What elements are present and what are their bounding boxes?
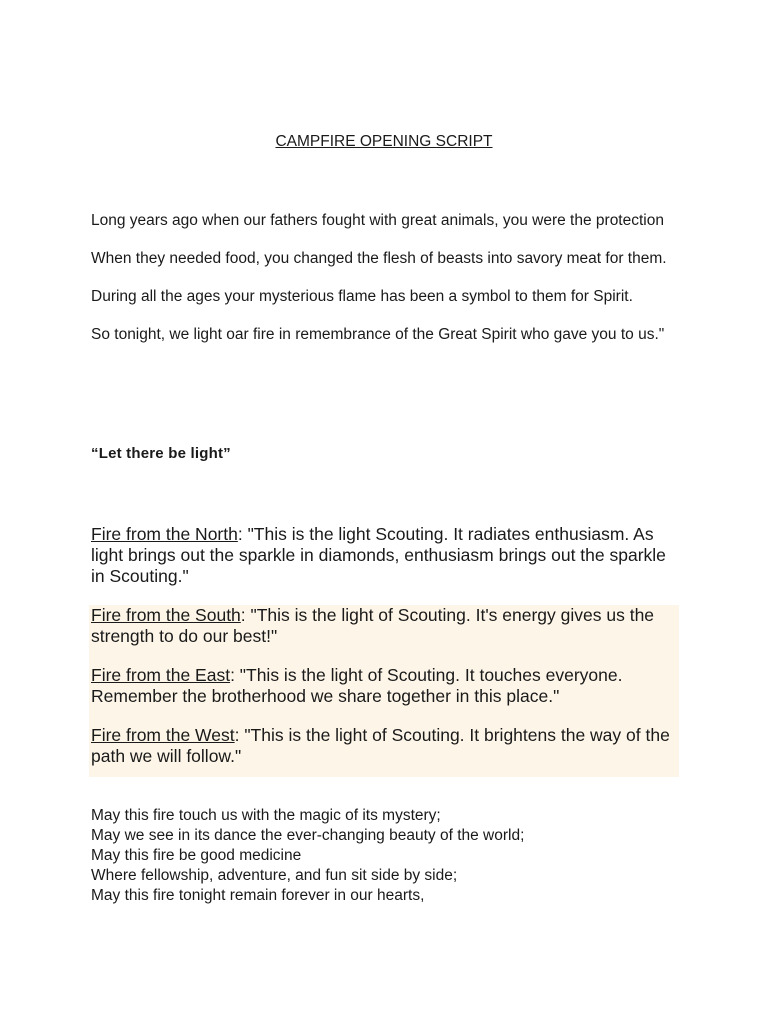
intro-paragraph: Long years ago when our fathers fought with great animals, you were the protection [91,212,664,229]
fire-south-paragraph [89,605,679,665]
fire-text: : "This is the light Scouting. It radiates enthusiasm. As light brings out the sparkle in diamonds, enthusiasm brings out the sparkle in Scouting." [91,524,666,586]
blessing-line: Where fellowship, adventure, and fun sit side by side; [91,867,458,884]
fire-text: : "This is the light of Scouting. It brightens the way of the path we will follow." [91,725,670,766]
blessing-line: May we see in its dance the ever-changing beauty of the world; [91,827,525,844]
blessing-line: May this fire be good medicine [91,847,302,864]
lead-line: “Let there be light” [91,445,231,462]
intro-paragraph: When they needed food, you changed the flesh of beasts into savory meat for them. [91,250,667,267]
fire-text: : "This is the light of Scouting. It's energy gives us the strength to do our best!" [91,605,655,646]
title-text: CAMPFIRE OPENING SCRIPT [275,133,493,150]
fire-north-paragraph [89,524,679,587]
fire-direction: Fire from the North [91,524,238,544]
fire-west-paragraph [89,725,679,777]
fire-east-paragraph [89,665,679,725]
document-title [0,133,768,151]
fire-direction: Fire from the East [91,665,231,685]
blessing-section [91,806,524,906]
fire-direction: Fire from the South [91,605,241,625]
fire-text: : "This is the light of Scouting. It touches everyone. Remember the brotherhood we share together in this place." [91,665,623,706]
blessing-line: May this fire touch us with the magic of its mystery; [91,807,441,824]
intro-section [91,211,681,363]
intro-paragraph: During all the ages your mysterious flame has been a symbol to them for Spirit. [91,288,633,305]
intro-paragraph: So tonight, we light oar fire in remembrance of the Great Spirit who gave you to us." [91,326,665,343]
fire-direction: Fire from the West [91,725,235,745]
fires-section [89,524,679,777]
blessing-line: May this fire tonight remain forever in our hearts, [91,887,425,904]
